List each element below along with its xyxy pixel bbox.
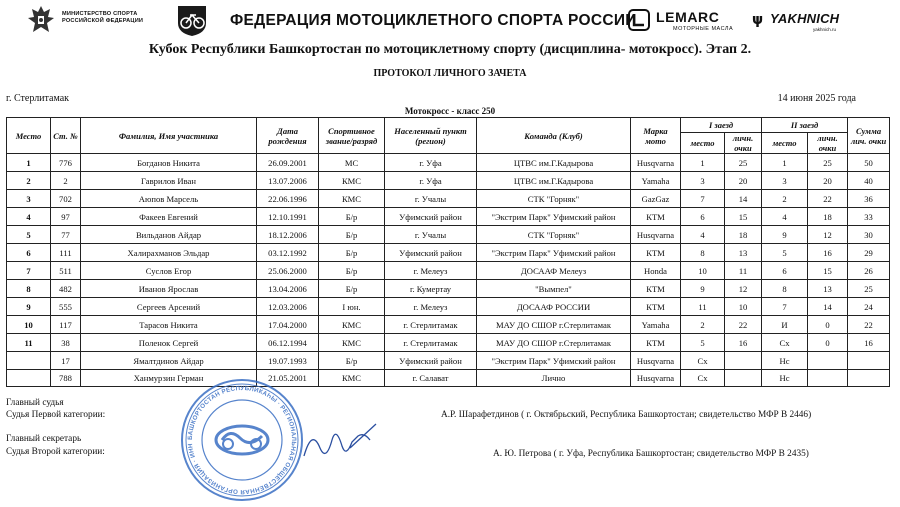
cell-total — [848, 370, 890, 387]
federation-title: ФЕДЕРАЦИЯ МОТОЦИКЛЕТНОГО СПОРТА РОССИИ — [230, 12, 637, 29]
cell-race2-points: 22 — [808, 190, 848, 208]
header-bike: Марка мото — [631, 118, 681, 154]
cell-total: 50 — [848, 154, 890, 172]
ministry-label — [62, 11, 143, 24]
sponsor-lemarc: LEMARC — [656, 9, 720, 25]
cell-race2-position: 4 — [762, 208, 808, 226]
cell-name: Ямалтдинов Айдар — [81, 352, 257, 370]
cell-bike: КТМ — [631, 244, 681, 262]
table-row — [7, 352, 890, 370]
cell-race1-position: 10 — [681, 262, 725, 280]
cell-race1-position: 9 — [681, 280, 725, 298]
cell-race2-points: 20 — [808, 172, 848, 190]
cell-name: Суслов Егор — [81, 262, 257, 280]
cell-name: Вильданов Айдар — [81, 226, 257, 244]
cell-rank: КМС — [319, 334, 385, 352]
cell-locality: Уфимский район — [385, 352, 477, 370]
cell-bike: GazGaz — [631, 190, 681, 208]
cell-name: Иванов Ярослав — [81, 280, 257, 298]
header-rank: Спортивное звание/разряд — [319, 118, 385, 154]
yakhnich-logo-icon: ψ — [752, 12, 764, 28]
cell-total: 25 — [848, 280, 890, 298]
cell-team: МАУ ДО СШОР г.Стерлитамак — [477, 334, 631, 352]
cell-locality: Уфимский район — [385, 244, 477, 262]
cell-team: ДОСААФ Мелеуз — [477, 262, 631, 280]
event-city: г. Стерлитамак — [6, 93, 70, 104]
cell-race1-points: 22 — [725, 316, 762, 334]
cell-race1-position: 11 — [681, 298, 725, 316]
cell-team: СТК "Горняк" — [477, 190, 631, 208]
cell-birth: 12.03.2006 — [257, 298, 319, 316]
cell-total: 26 — [848, 262, 890, 280]
cell-name: Богданов Никита — [81, 154, 257, 172]
cell-race2-points: 15 — [808, 262, 848, 280]
cell-number: 38 — [51, 334, 81, 352]
cell-race1-position: Сх — [681, 352, 725, 370]
cell-place: 5 — [7, 226, 51, 244]
cell-birth: 22.06.1996 — [257, 190, 319, 208]
cell-race2-position: 1 — [762, 154, 808, 172]
cell-race2-position: 7 — [762, 298, 808, 316]
header-race-1-points: личн. очки — [725, 133, 762, 154]
table-row — [7, 334, 890, 352]
cell-race1-position: Сх — [681, 370, 725, 387]
cell-race1-points: 20 — [725, 172, 762, 190]
cell-bike: Husqvarna — [631, 226, 681, 244]
cell-name: Ханмурзин Герман — [81, 370, 257, 387]
cell-birth: 19.07.1993 — [257, 352, 319, 370]
header-race-2-position: место — [762, 133, 808, 154]
cell-race2-points: 18 — [808, 208, 848, 226]
header-place: Место — [7, 118, 51, 154]
cell-race1-position: 4 — [681, 226, 725, 244]
cell-bike: Husqvarna — [631, 352, 681, 370]
cell-team: "Экстрим Парк" Уфимский район — [477, 352, 631, 370]
cell-number: 2 — [51, 172, 81, 190]
cell-number: 555 — [51, 298, 81, 316]
cell-locality: г. Салават — [385, 370, 477, 387]
cell-place: 10 — [7, 316, 51, 334]
stamp-ring-text: БАШКОРТОСТАН РЕСПУБЛИКАҺЫ · РЕГИОНАЛЬНАЯ ОБЩЕСТВЕННАЯ ОРГАНИЗАЦИЯ · ИНН — [186, 384, 298, 496]
event-date: 14 июня 2025 года — [777, 93, 856, 104]
header-total: Сумма лич. очки — [848, 118, 890, 154]
cell-race2-points: 13 — [808, 280, 848, 298]
cell-name: Поленок Сергей — [81, 334, 257, 352]
cell-number: 702 — [51, 190, 81, 208]
lemarc-logo-icon — [628, 9, 650, 31]
ministry-line-2: РОССИЙСКОЙ ФЕДЕРАЦИИ — [62, 17, 144, 24]
secretary-category-label: Судья Второй категории: — [6, 447, 105, 457]
cell-race1-points: 18 — [725, 226, 762, 244]
cell-rank: Б/р — [319, 280, 385, 298]
table-row — [7, 190, 890, 208]
table-row — [7, 316, 890, 334]
cell-locality: г. Стерлитамак — [385, 334, 477, 352]
cell-bike: Husqvarna — [631, 154, 681, 172]
cell-name: Факеев Евгений — [81, 208, 257, 226]
cell-place: 9 — [7, 298, 51, 316]
cell-race2-points — [808, 352, 848, 370]
cell-number: 482 — [51, 280, 81, 298]
cell-race1-points: 25 — [725, 154, 762, 172]
results-table — [6, 117, 890, 387]
cell-race1-position: 3 — [681, 172, 725, 190]
header-race-2: II заезд — [762, 118, 848, 133]
cell-locality: г. Стерлитамак — [385, 316, 477, 334]
cell-bike: КТМ — [631, 280, 681, 298]
cell-rank: Б/р — [319, 262, 385, 280]
cell-place: 11 — [7, 334, 51, 352]
cell-number: 17 — [51, 352, 81, 370]
chief-secretary-label: Главный секретарь — [6, 434, 82, 444]
cell-race2-points: 25 — [808, 154, 848, 172]
cell-locality: Уфимский район — [385, 208, 477, 226]
eagle-emblem-icon — [26, 4, 56, 36]
cell-race1-position: 6 — [681, 208, 725, 226]
cell-race2-position: Сх — [762, 334, 808, 352]
cell-race1-points: 14 — [725, 190, 762, 208]
judge-category-label: Судья Первой категории: — [6, 410, 106, 420]
sponsor-yakhnich: YAKHNICH — [770, 11, 840, 26]
cell-birth: 18.12.2006 — [257, 226, 319, 244]
cell-team: СТК "Горняк" — [477, 226, 631, 244]
cell-rank: КМС — [319, 316, 385, 334]
cell-race1-position: 5 — [681, 334, 725, 352]
cell-number: 97 — [51, 208, 81, 226]
cell-place: 1 — [7, 154, 51, 172]
cell-birth: 25.06.2000 — [257, 262, 319, 280]
cell-bike: Husqvarna — [631, 370, 681, 387]
cell-rank: Б/р — [319, 226, 385, 244]
cell-bike: КТМ — [631, 298, 681, 316]
cell-total: 40 — [848, 172, 890, 190]
cell-birth: 13.04.2006 — [257, 280, 319, 298]
cell-locality: г. Учалы — [385, 190, 477, 208]
cell-total: 24 — [848, 298, 890, 316]
cell-rank: Б/р — [319, 352, 385, 370]
table-row — [7, 298, 890, 316]
cell-total: 30 — [848, 226, 890, 244]
cell-rank: Б/р — [319, 244, 385, 262]
cell-team: МАУ ДО СШОР г.Стерлитамак — [477, 316, 631, 334]
cell-rank: I юн. — [319, 298, 385, 316]
cell-bike: КТМ — [631, 208, 681, 226]
cell-race1-points: 12 — [725, 280, 762, 298]
cell-locality: г. Уфа — [385, 154, 477, 172]
table-row — [7, 280, 890, 298]
cell-race1-points: 11 — [725, 262, 762, 280]
cell-race2-points: 16 — [808, 244, 848, 262]
sponsor-yakhnich-site: yakhnich.ru — [813, 27, 837, 32]
chief-judge-label: Главный судья — [6, 398, 64, 408]
cell-race1-points: 16 — [725, 334, 762, 352]
cell-total: 36 — [848, 190, 890, 208]
header-race-1-position: место — [681, 133, 725, 154]
cell-race2-points: 0 — [808, 316, 848, 334]
cell-place — [7, 370, 51, 387]
cell-birth: 03.12.1992 — [257, 244, 319, 262]
cell-place: 8 — [7, 280, 51, 298]
cell-bike: Yamaha — [631, 172, 681, 190]
cell-rank: КМС — [319, 190, 385, 208]
cell-race1-points: 10 — [725, 298, 762, 316]
cell-place: 3 — [7, 190, 51, 208]
header-team: Команда (Клуб) — [477, 118, 631, 154]
table-row — [7, 154, 890, 172]
cell-place: 2 — [7, 172, 51, 190]
cell-total: 33 — [848, 208, 890, 226]
judge-name: А.Р. Шарафетдинов ( г. Октябрьский, Республика Башкортостан; свидетельство МФР В 2446) — [441, 410, 812, 420]
cell-race2-position: 2 — [762, 190, 808, 208]
cell-name: Аюпов Марсель — [81, 190, 257, 208]
cell-race1-points — [725, 370, 762, 387]
cell-birth: 06.12.1994 — [257, 334, 319, 352]
cell-race1-position: 1 — [681, 154, 725, 172]
official-stamp — [178, 378, 306, 502]
cell-race2-position: 3 — [762, 172, 808, 190]
cell-birth: 12.10.1991 — [257, 208, 319, 226]
cell-total: 16 — [848, 334, 890, 352]
results-body — [7, 154, 890, 387]
cell-team: "Экстрим Парк" Уфимский район — [477, 208, 631, 226]
cell-locality: г. Мелеуз — [385, 298, 477, 316]
sponsor-lemarc-tagline: МОТОРНЫЕ МАСЛА — [673, 26, 734, 32]
cell-race2-position: 5 — [762, 244, 808, 262]
cell-locality: г. Уфа — [385, 172, 477, 190]
cell-birth: 17.04.2000 — [257, 316, 319, 334]
cell-race2-points: 14 — [808, 298, 848, 316]
secretary-signature — [300, 418, 380, 468]
cell-race2-position: И — [762, 316, 808, 334]
table-row — [7, 370, 890, 387]
class-label: Мотокросс - класс 250 — [404, 106, 496, 116]
header-name: Фамилия, Имя участника — [81, 118, 257, 154]
header-number: Ст. № — [51, 118, 81, 154]
table-row — [7, 244, 890, 262]
cell-race2-position: Нс — [762, 370, 808, 387]
cell-team: ДОСААФ РОССИИ — [477, 298, 631, 316]
cell-bike: КТМ — [631, 334, 681, 352]
header-bar — [0, 0, 900, 40]
cell-number: 77 — [51, 226, 81, 244]
cell-number: 117 — [51, 316, 81, 334]
cell-rank: Б/р — [319, 208, 385, 226]
cell-race1-points: 13 — [725, 244, 762, 262]
cell-rank: КМС — [319, 172, 385, 190]
cell-locality: г. Кумертау — [385, 280, 477, 298]
cell-race1-position: 2 — [681, 316, 725, 334]
cell-race2-points: 0 — [808, 334, 848, 352]
cell-race2-position: 6 — [762, 262, 808, 280]
header-race-1: I заезд — [681, 118, 762, 133]
cell-name: Халирахманов Эльдар — [81, 244, 257, 262]
cell-locality: г. Учалы — [385, 226, 477, 244]
header-locality: Населенный пункт (регион) — [385, 118, 477, 154]
cell-number: 788 — [51, 370, 81, 387]
cell-race2-points — [808, 370, 848, 387]
cell-race2-position: Нс — [762, 352, 808, 370]
cell-race1-points — [725, 352, 762, 370]
cell-total: 22 — [848, 316, 890, 334]
cell-team: ЦТВС им.Г.Кадырова — [477, 154, 631, 172]
cell-place: 4 — [7, 208, 51, 226]
cell-birth: 21.05.2001 — [257, 370, 319, 387]
cell-bike: Honda — [631, 262, 681, 280]
cell-number: 511 — [51, 262, 81, 280]
cell-race2-position: 9 — [762, 226, 808, 244]
cell-place: 6 — [7, 244, 51, 262]
header-birth: Дата рождения — [257, 118, 319, 154]
cell-team: ЦТВС им.Г.Кадырова — [477, 172, 631, 190]
header-race-2-points: личн. очки — [808, 133, 848, 154]
cell-birth: 26.09.2001 — [257, 154, 319, 172]
table-row — [7, 226, 890, 244]
federation-logo-icon — [172, 3, 212, 37]
cell-team: "Вымпел" — [477, 280, 631, 298]
cell-race1-position: 7 — [681, 190, 725, 208]
table-row — [7, 172, 890, 190]
cell-race1-position: 8 — [681, 244, 725, 262]
secretary-name: А. Ю. Петрова ( г. Уфа, Республика Башкортостан; свидетельство МФР В 2435) — [493, 449, 809, 459]
cell-total: 29 — [848, 244, 890, 262]
cell-team: "Экстрим Парк" Уфимский район — [477, 244, 631, 262]
cell-rank: КМС — [319, 370, 385, 387]
cell-race2-points: 12 — [808, 226, 848, 244]
ministry-line-1: МИНИСТЕРСТВО СПОРТА — [62, 11, 138, 17]
cell-name: Сергеев Арсений — [81, 298, 257, 316]
cell-number: 776 — [51, 154, 81, 172]
document-title: Кубок Республики Башкортостан по мотоциклетному спорту (дисциплина- мотокросс). Этап 2. — [148, 42, 752, 57]
cell-place: 7 — [7, 262, 51, 280]
cell-rank: МС — [319, 154, 385, 172]
document-subtitle: ПРОТОКОЛ ЛИЧНОГО ЗАЧЕТА — [373, 68, 527, 79]
table-row — [7, 262, 890, 280]
cell-total — [848, 352, 890, 370]
cell-race2-position: 8 — [762, 280, 808, 298]
table-row — [7, 208, 890, 226]
cell-name: Гаврилов Иван — [81, 172, 257, 190]
cell-team: Лично — [477, 370, 631, 387]
cell-place — [7, 352, 51, 370]
cell-name: Тарасов Никита — [81, 316, 257, 334]
cell-race1-points: 15 — [725, 208, 762, 226]
cell-bike: Yamaha — [631, 316, 681, 334]
cell-birth: 13.07.2006 — [257, 172, 319, 190]
cell-number: 111 — [51, 244, 81, 262]
cell-locality: г. Мелеуз — [385, 262, 477, 280]
